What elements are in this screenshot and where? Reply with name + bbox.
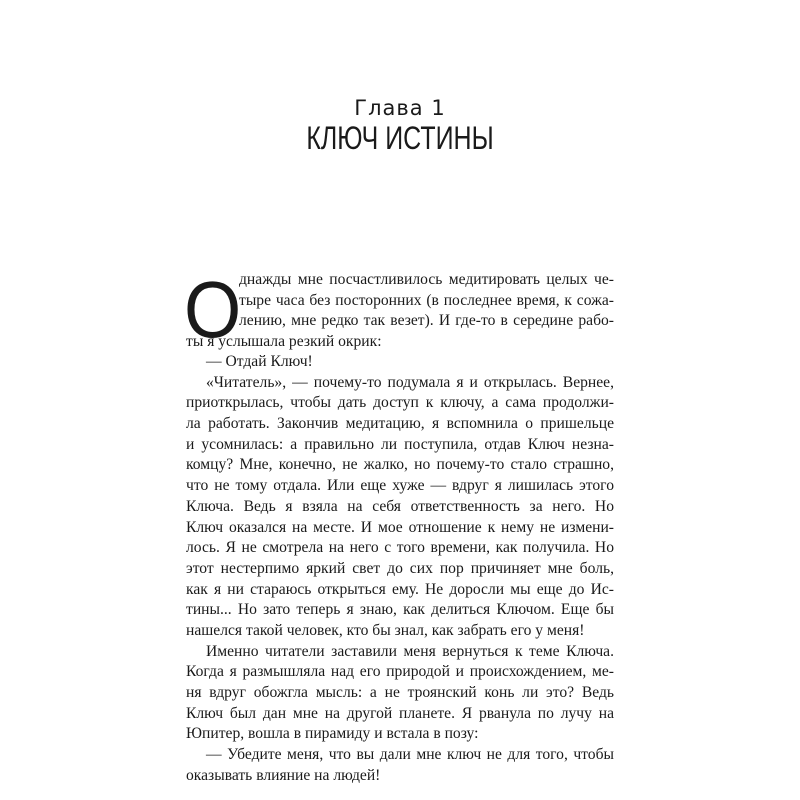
text-line: Ключ был дан мне на другой планете. Я рванула по лучу на (186, 704, 614, 722)
text-line: Юпитер, вошла в пирамиду и встала в позу: (186, 725, 479, 743)
text-line: — Отдай Ключ! (206, 353, 313, 370)
text-line: лось. Я не смотрела на него с того времени, как получила. Но (186, 539, 614, 557)
text-line: лению, мне редко так везет). И где-то в середине рабо- (239, 312, 614, 330)
text-line: — Убедите меня, что вы дали мне ключ не для того, чтобы (206, 746, 614, 764)
text-line: что не тому отдала. Или еще хуже — вдруг я лишилась этого (186, 477, 614, 495)
text-line: Ключа. Ведь я взяла на себя ответственность за него. Но (186, 497, 614, 515)
text-line: приоткрылась, чтобы дать доступ к ключу, а сама продолжи- (186, 394, 614, 412)
drop-cap: О (184, 265, 242, 354)
text-line: нашелся такой человек, кто бы знал, как забрать его у меня! (186, 621, 585, 639)
text-line: Когда я размышляла над его природой и происхождением, ме- (186, 663, 614, 681)
text-line: оказывать влияние на людей! (186, 766, 381, 784)
text-line: и усомнилась: а правильно ли поступила, отдав Ключ незна- (186, 435, 614, 453)
opening-paragraph (184, 265, 614, 354)
text-line: тины... Но зато теперь я знаю, как делиться Ключом. Еще бы (186, 601, 614, 619)
text-line: этот нестерпимо яркий свет до сих пор причиняет мне боль, (186, 559, 614, 577)
text-line: тыре часа без посторонних (в последнее время, к сожа- (239, 291, 614, 309)
text-line: «Читатель», — почему-то подумала я и открылась. Вернее, (206, 373, 614, 391)
text-line: днажды мне посчастливилось медитировать целых че- (239, 271, 614, 288)
text-line: ла работать. Закончив медитацию, я вспомнила о пришельце (186, 415, 614, 433)
text-line: ня вдруг обожгла мысль: а не троянский конь ли это? Ведь (186, 684, 614, 701)
text-line: Ключ оказался на месте. И мое отношение к нему не измени- (186, 518, 614, 536)
text-line: ты я услышала резкий окрик: (186, 333, 382, 351)
text-line: как я ни стараюсь открыться ему. Не доросли мы еще до Ис- (186, 580, 614, 598)
chapter-body (184, 265, 614, 786)
text-line: Именно читатели заставили меня вернуться к теме Ключа. (206, 642, 614, 660)
chapter-title: КЛЮЧ ИСТИНЫ (306, 120, 494, 156)
text-line: комцу? Мне, конечно, не жалко, но почему-то стало страшно, (186, 456, 614, 474)
chapter-label: Глава 1 (354, 96, 446, 120)
